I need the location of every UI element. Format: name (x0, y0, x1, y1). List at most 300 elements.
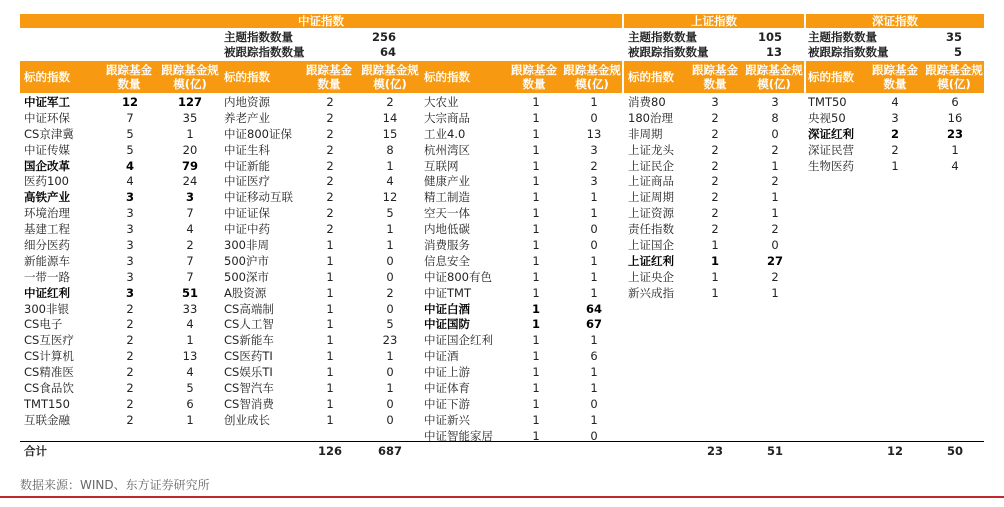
zz1-index-name-cell: 医药100 (24, 174, 69, 189)
sz-tracked-count: 13 (765, 45, 782, 59)
zz2-fund-scale-cell: 15 (382, 126, 398, 141)
zz3-index-name-cell: 中证白酒 (424, 301, 470, 316)
zz3-index-name-cell: 中证智能家居 (424, 428, 493, 443)
zz2-fund-count-column (304, 95, 356, 429)
zz2-index-name-cell: CS医药TI (224, 349, 273, 364)
zz3-fund-scale-cell: 1 (590, 190, 598, 205)
header-index-name: 标的指数 (24, 70, 70, 84)
shen-fund-count-cell: 4 (891, 95, 899, 109)
zz2-index-name-cell: CS人工智 (224, 317, 274, 332)
zz2-index-name-cell: 中证医疗 (224, 174, 270, 189)
sz-name-column (628, 95, 692, 302)
sz-index-name-cell: 上证红利 (628, 253, 674, 268)
zz3-fund-count-cell: 1 (531, 317, 540, 332)
zz2-index-name-cell: A股资源 (224, 285, 267, 300)
header-index-name: 标的指数 (628, 70, 674, 84)
zz3-fund-scale-cell: 0 (590, 428, 598, 443)
zz1-fund-scale-cell: 51 (181, 285, 198, 300)
shen-index-name-cell: 深证民营 (808, 142, 854, 157)
zz1-index-name-cell: 高铁产业 (24, 190, 70, 205)
zz1-index-name-cell: 互联金融 (24, 412, 70, 427)
zz1-index-name-cell: 环境治理 (24, 206, 70, 221)
zz2-fund-count-cell: 1 (326, 317, 334, 332)
sz-fund-scale-cell: 1 (771, 285, 779, 300)
zz3-fund-scale-cell: 1 (590, 95, 598, 109)
shen-fund-scale-cell: 4 (951, 158, 959, 173)
zz3-index-name-cell: 中证TMT (424, 285, 471, 300)
zz3-fund-scale-cell: 1 (590, 365, 598, 380)
sz-fund-scale-cell: 2 (771, 269, 779, 284)
sz-index-name-cell: 非周期 (628, 126, 663, 141)
shen-fund-count-column (870, 95, 920, 174)
sz-index-name-cell: 新兴成指 (628, 285, 674, 300)
zz1-index-name-cell: 中证传媒 (24, 142, 70, 157)
zz1-fund-count-cell: 2 (126, 365, 134, 380)
zz2-fund-scale-cell: 12 (382, 190, 398, 205)
zz1-index-name-cell: CS电子 (24, 317, 63, 332)
zz1-fund-count-cell: 2 (126, 333, 134, 348)
zz-total-funds: 126 (317, 444, 342, 458)
zz1-fund-count-cell: 2 (126, 396, 134, 411)
zz1-index-name-cell: 300非银 (24, 301, 69, 316)
zz2-fund-count-cell: 1 (326, 301, 334, 316)
zz2-fund-scale-cell: 0 (386, 412, 394, 427)
zz1-fund-count-cell: 4 (125, 158, 134, 173)
zz2-fund-scale-cell: 14 (382, 110, 398, 125)
header-fund-count-text: 跟踪基金数量 (692, 63, 738, 91)
zz2-fund-count-cell: 1 (326, 365, 334, 380)
zz3-fund-scale-cell: 67 (585, 317, 602, 332)
zz3-fund-count-cell: 1 (532, 269, 540, 284)
zz2-index-name-cell: 中证800证保 (224, 126, 292, 141)
zz3-fund-scale-cell: 0 (590, 396, 598, 411)
zz2-index-name-cell: CS智汽车 (224, 381, 274, 396)
zz1-index-name-cell: TMT150 (24, 396, 70, 411)
header-fund-count (686, 61, 744, 93)
shen-fund-count-cell: 1 (891, 158, 899, 173)
sz-fund-count-cell: 2 (711, 126, 719, 141)
zz3-fund-count-cell: 1 (532, 381, 540, 396)
zz3-index-name-cell: 中证酒 (424, 349, 459, 364)
sz-fund-count-cell: 2 (711, 222, 719, 237)
zz2-fund-count-cell: 1 (326, 333, 334, 348)
group-header-shenzheng: 深证指数 (806, 14, 984, 28)
zz3-index-name-cell: 内地低碳 (424, 222, 470, 237)
zz3-fund-count-cell: 1 (532, 285, 540, 300)
zz3-fund-scale-cell: 0 (590, 222, 598, 237)
sz-index-name-cell: 180治理 (628, 110, 673, 125)
zz3-fund-count-cell: 1 (532, 349, 540, 364)
sz-index-name-cell: 上证龙头 (628, 142, 674, 157)
zz3-fund-scale-cell: 3 (590, 142, 598, 157)
zz3-fund-scale-column (568, 95, 620, 445)
zz3-fund-scale-cell: 1 (590, 206, 598, 221)
zz1-fund-count-cell: 4 (126, 174, 134, 189)
zz1-fund-count-cell: 3 (125, 285, 134, 300)
shen-fund-count-cell: 2 (891, 142, 899, 157)
zz2-fund-scale-cell: 0 (386, 301, 394, 316)
zz2-fund-scale-cell: 0 (386, 269, 394, 284)
shen-fund-scale-cell: 6 (951, 95, 959, 109)
zz3-fund-scale-cell: 6 (590, 349, 598, 364)
zz1-fund-scale-cell: 35 (182, 110, 198, 125)
zz2-index-name-cell: 中证证保 (224, 206, 270, 221)
zz3-fund-count-cell: 1 (532, 253, 540, 268)
zz3-fund-count-cell: 1 (532, 206, 540, 221)
zz1-fund-count-cell: 12 (121, 95, 138, 109)
shen-fund-scale-column (930, 95, 980, 174)
zz3-fund-count-cell: 1 (532, 126, 540, 141)
sz-fund-scale-cell: 8 (771, 110, 779, 125)
header-fund-count (866, 61, 924, 93)
header-fund-count-text: 跟踪基金数量 (306, 63, 352, 91)
shen-fund-scale-cell: 16 (947, 110, 963, 125)
data-source-note: 数据来源：WIND、东方证券研究所 (20, 478, 210, 492)
zz1-fund-count-cell: 5 (126, 142, 134, 157)
zz3-index-name-cell: 中证新兴 (424, 412, 470, 427)
zz1-index-name-cell: 一带一路 (24, 269, 70, 284)
sz-fund-count-cell: 2 (711, 158, 719, 173)
zz2-fund-scale-cell: 1 (386, 238, 394, 253)
zz2-index-name-cell: CS新能车 (224, 333, 274, 348)
zz1-fund-count-cell: 2 (126, 317, 134, 332)
zz-tracked-count-label: 被跟踪指数数量 (224, 45, 305, 59)
zz2-fund-scale-cell: 5 (386, 206, 394, 221)
zz2-index-name-cell: 500深市 (224, 269, 269, 284)
header-fund-scale (360, 61, 420, 93)
zz1-fund-scale-cell: 4 (186, 317, 194, 332)
zz1-index-name-cell: 国企改革 (24, 158, 70, 173)
zz3-fund-count-cell: 1 (532, 396, 540, 411)
zz3-index-name-cell: 中证国企红利 (424, 333, 493, 348)
zz2-fund-scale-cell: 2 (386, 95, 394, 109)
zz3-fund-count-cell: 1 (532, 95, 540, 109)
zz2-fund-count-cell: 1 (326, 238, 334, 253)
zz3-fund-scale-cell: 2 (590, 158, 598, 173)
zz3-index-name-cell: 中证800有色 (424, 269, 492, 284)
shen-index-name-cell: TMT50 (808, 95, 847, 109)
sz-index-name-cell: 上证央企 (628, 269, 674, 284)
zz1-name-column (24, 95, 100, 429)
zz2-index-name-cell: 500沪市 (224, 253, 269, 268)
zz1-fund-scale-cell: 5 (186, 381, 194, 396)
shen-index-name-cell: 生物医药 (808, 158, 854, 173)
zz2-index-name-cell: CS高端制 (224, 301, 274, 316)
zz1-index-name-cell: 中证红利 (24, 285, 70, 300)
sz-index-name-cell: 上证资源 (628, 206, 674, 221)
sz-fund-scale-cell: 2 (771, 222, 779, 237)
zz1-fund-scale-cell: 13 (182, 349, 198, 364)
header-fund-scale (160, 61, 220, 93)
zz3-index-name-cell: 空天一体 (424, 206, 470, 221)
zz2-fund-scale-cell: 1 (386, 222, 394, 237)
zz3-index-name-cell: 中证上游 (424, 365, 470, 380)
zz3-index-name-cell: 健康产业 (424, 174, 470, 189)
zz3-fund-count-cell: 1 (532, 142, 540, 157)
zz2-fund-count-cell: 2 (326, 142, 334, 157)
shen-fund-scale-cell: 1 (951, 142, 959, 157)
zz3-fund-scale-cell: 0 (590, 238, 598, 253)
zz1-fund-scale-cell: 127 (177, 95, 202, 109)
zz1-fund-scale-cell: 7 (186, 269, 194, 284)
zz3-fund-scale-cell: 1 (590, 412, 598, 427)
zz1-fund-scale-column (164, 95, 216, 429)
zz1-fund-scale-cell: 1 (186, 126, 194, 141)
header-fund-scale (744, 61, 804, 93)
zz2-fund-count-cell: 2 (326, 206, 334, 221)
zz3-fund-count-column (510, 95, 562, 445)
zz2-fund-count-cell: 2 (326, 95, 334, 109)
shen-fund-count-cell: 2 (890, 126, 899, 141)
zz3-index-name-cell: 大农业 (424, 95, 459, 109)
sz-fund-scale-cell: 1 (771, 158, 779, 173)
shen-index-name-cell: 央视50 (808, 110, 846, 125)
zz-total-scale: 687 (377, 444, 402, 458)
shen-fund-scale-cell: 23 (946, 126, 963, 141)
zz2-index-name-cell: 中证移动互联 (224, 190, 293, 205)
zz3-fund-scale-cell: 1 (590, 333, 598, 348)
sz-index-name-cell: 责任指数 (628, 222, 674, 237)
zz3-fund-count-cell: 1 (532, 333, 540, 348)
zz3-fund-scale-cell: 0 (590, 110, 598, 125)
zz2-index-name-cell: 创业成长 (224, 412, 270, 427)
zz3-fund-scale-cell: 13 (586, 126, 602, 141)
group-header-shangzheng: 上证指数 (624, 14, 804, 28)
footer-rule (0, 496, 1004, 498)
sz-fund-scale-cell: 27 (766, 253, 783, 268)
zz1-fund-count-cell: 3 (126, 238, 134, 253)
zz1-fund-count-cell: 3 (126, 253, 134, 268)
zz3-index-name-cell: 杭州湾区 (424, 142, 470, 157)
zz2-fund-scale-cell: 0 (386, 365, 394, 380)
shen-index-name-cell: 深证红利 (808, 126, 854, 141)
zz3-index-name-cell: 信息安全 (424, 253, 470, 268)
sz-fund-count-cell: 2 (711, 142, 719, 157)
zz2-fund-count-cell: 1 (326, 349, 334, 364)
zz2-index-name-cell: CS智消费 (224, 396, 274, 411)
shen-total-funds: 12 (886, 444, 903, 458)
zz1-index-name-cell: 中证军工 (24, 95, 70, 109)
sz-theme-count-label: 主题指数数量 (628, 30, 697, 44)
header-fund-scale-text: 跟踪基金规模(亿) (563, 63, 621, 91)
header-fund-count-text: 跟踪基金数量 (511, 63, 557, 91)
zz2-fund-count-cell: 2 (326, 174, 334, 189)
zz2-index-name-cell: 养老产业 (224, 110, 270, 125)
zz3-fund-scale-cell: 1 (590, 381, 598, 396)
zz1-fund-count-cell: 5 (126, 126, 134, 141)
zz1-fund-scale-cell: 24 (182, 174, 198, 189)
header-fund-scale-text: 跟踪基金规模(亿) (361, 63, 419, 91)
header-index-name: 标的指数 (808, 70, 854, 84)
sz-index-name-cell: 上证国企 (628, 238, 674, 253)
zz3-fund-scale-cell: 64 (585, 301, 602, 316)
shen-fund-count-cell: 3 (891, 110, 899, 125)
zz1-fund-count-cell: 2 (126, 349, 134, 364)
zz3-fund-count-cell: 1 (532, 222, 540, 237)
zz3-fund-count-cell: 1 (532, 428, 540, 443)
zz3-fund-count-cell: 1 (532, 110, 540, 125)
zz1-index-name-cell: CS京津冀 (24, 126, 74, 141)
zz2-fund-count-cell: 1 (326, 396, 334, 411)
zz1-index-name-cell: 新能源车 (24, 253, 70, 268)
shen-tracked-count: 5 (953, 45, 962, 59)
zz2-fund-scale-cell: 1 (386, 349, 394, 364)
sz-fund-count-cell: 1 (711, 285, 719, 300)
zz1-fund-scale-cell: 33 (182, 301, 198, 316)
zz1-fund-scale-cell: 7 (186, 253, 194, 268)
sz-fund-scale-cell: 1 (771, 206, 779, 221)
sz-fund-scale-cell: 2 (771, 174, 779, 189)
zz1-fund-count-cell: 3 (125, 190, 134, 205)
zz2-fund-count-cell: 2 (326, 126, 334, 141)
zz2-index-name-cell: 中证生科 (224, 142, 270, 157)
sz-fund-count-cell: 2 (711, 190, 719, 205)
header-fund-scale (924, 61, 984, 93)
sz-fund-scale-cell: 3 (771, 95, 779, 109)
zz1-index-name-cell: CS互医疗 (24, 333, 74, 348)
sz-fund-count-cell: 2 (711, 110, 719, 125)
zz1-fund-count-cell: 3 (126, 222, 134, 237)
zz1-index-name-cell: 中证环保 (24, 110, 70, 125)
sz-fund-count-cell: 1 (710, 253, 719, 268)
zz3-fund-scale-cell: 1 (590, 269, 598, 284)
header-fund-scale (562, 61, 622, 93)
header-fund-scale-text: 跟踪基金规模(亿) (161, 63, 219, 91)
sz-fund-count-cell: 1 (711, 269, 719, 284)
zz1-fund-count-cell: 2 (126, 412, 134, 427)
zz3-fund-count-cell: 1 (531, 301, 540, 316)
total-label: 合计 (24, 444, 47, 458)
zz2-fund-count-cell: 1 (326, 381, 334, 396)
zz1-fund-scale-cell: 2 (186, 238, 194, 253)
sz-fund-scale-cell: 0 (771, 126, 779, 141)
sz-fund-count-cell: 1 (711, 238, 719, 253)
total-row (20, 441, 984, 458)
sz-index-name-cell: 消费80 (628, 95, 666, 109)
zz1-fund-count-cell: 3 (126, 206, 134, 221)
header-fund-count (100, 61, 158, 93)
shen-tracked-count-label: 被跟踪指数数量 (808, 45, 889, 59)
zz2-fund-scale-cell: 23 (382, 333, 398, 348)
shen-theme-count: 35 (945, 30, 962, 44)
zz2-fund-scale-cell: 0 (386, 396, 394, 411)
zz-theme-count-label: 主题指数数量 (224, 30, 293, 44)
sz-fund-scale-cell: 2 (771, 142, 779, 157)
zz1-index-name-cell: 细分医药 (24, 238, 70, 253)
zz1-fund-scale-cell: 1 (186, 333, 194, 348)
zz2-index-name-cell: 中证新能 (224, 158, 270, 173)
zz3-fund-count-cell: 1 (532, 158, 540, 173)
zz3-index-name-cell: 消费服务 (424, 238, 470, 253)
zz1-fund-count-cell: 2 (126, 301, 134, 316)
group-header-zhongzheng: 中证指数 (20, 14, 622, 28)
header-fund-scale-text: 跟踪基金规模(亿) (925, 63, 983, 91)
zz2-fund-count-cell: 1 (326, 269, 334, 284)
zz-theme-count: 256 (371, 30, 396, 44)
sz-fund-scale-column (750, 95, 800, 302)
zz2-fund-count-cell: 2 (326, 158, 334, 173)
zz3-index-name-cell: 中证下游 (424, 396, 470, 411)
zz2-fund-scale-cell: 0 (386, 253, 394, 268)
zz3-fund-count-cell: 1 (532, 190, 540, 205)
zz2-fund-count-cell: 2 (326, 190, 334, 205)
sz-fund-count-cell: 2 (711, 206, 719, 221)
zz2-index-name-cell: CS娱乐TI (224, 365, 273, 380)
header-index-name: 标的指数 (224, 70, 270, 84)
zz3-index-name-cell: 精工制造 (424, 190, 470, 205)
zz1-index-name-cell: CS计算机 (24, 349, 74, 364)
sz-total-funds: 23 (706, 444, 723, 458)
zz3-fund-scale-cell: 3 (590, 174, 598, 189)
sz-index-name-cell: 上证周期 (628, 190, 674, 205)
zz2-fund-count-cell: 2 (326, 110, 334, 125)
zz1-fund-count-column (104, 95, 156, 429)
zz1-fund-scale-cell: 4 (186, 365, 194, 380)
sz-fund-count-cell: 2 (711, 174, 719, 189)
sz-total-scale: 51 (766, 444, 783, 458)
zz1-index-name-cell: CS精准医 (24, 365, 74, 380)
zz1-fund-count-cell: 2 (126, 381, 134, 396)
header-fund-scale-text: 跟踪基金规模(亿) (745, 63, 803, 91)
zz2-fund-count-cell: 1 (326, 412, 334, 427)
sz-tracked-count-label: 被跟踪指数数量 (628, 45, 709, 59)
zz2-index-name-cell: 300非周 (224, 238, 269, 253)
zz1-index-name-cell: 基建工程 (24, 222, 70, 237)
zz2-fund-scale-column (364, 95, 416, 429)
shen-theme-count-label: 主题指数数量 (808, 30, 877, 44)
zz3-fund-scale-cell: 1 (590, 253, 598, 268)
zz2-fund-count-cell: 1 (326, 253, 334, 268)
sz-index-name-cell: 上证商品 (628, 174, 674, 189)
zz3-fund-count-cell: 1 (532, 412, 540, 427)
header-fund-count-text: 跟踪基金数量 (872, 63, 918, 91)
zz2-index-name-cell: 中证中药 (224, 222, 270, 237)
zz2-fund-scale-cell: 5 (386, 317, 394, 332)
zz1-fund-scale-cell: 79 (181, 158, 198, 173)
zz2-fund-scale-cell: 8 (386, 142, 394, 157)
zz2-fund-count-cell: 1 (326, 285, 334, 300)
zz1-fund-scale-cell: 6 (186, 396, 194, 411)
zz2-fund-scale-cell: 1 (386, 158, 394, 173)
zz2-name-column (224, 95, 306, 429)
sz-fund-count-column (690, 95, 740, 302)
zz1-fund-count-cell: 7 (126, 110, 134, 125)
zz1-fund-count-cell: 3 (126, 269, 134, 284)
zz3-index-name-cell: 中证体育 (424, 381, 470, 396)
shen-total-scale: 50 (946, 444, 963, 458)
shen-name-column (808, 95, 872, 174)
zz1-fund-scale-cell: 20 (182, 142, 198, 157)
zz3-fund-count-cell: 1 (532, 238, 540, 253)
sz-fund-count-cell: 3 (711, 95, 719, 109)
header-fund-count-text: 跟踪基金数量 (106, 63, 152, 91)
zz3-index-name-cell: 互联网 (424, 158, 459, 173)
zz-tracked-count: 64 (379, 45, 396, 59)
zz1-index-name-cell: CS食品饮 (24, 381, 74, 396)
zz3-fund-count-cell: 1 (532, 365, 540, 380)
zz3-index-name-cell: 大宗商品 (424, 110, 470, 125)
sz-fund-scale-cell: 0 (771, 238, 779, 253)
zz3-index-name-cell: 中证国防 (424, 317, 470, 332)
sz-theme-count: 105 (757, 30, 782, 44)
zz3-fund-scale-cell: 1 (590, 285, 598, 300)
header-index-name: 标的指数 (424, 70, 470, 84)
zz1-fund-scale-cell: 1 (186, 412, 194, 427)
zz3-index-name-cell: 工业4.0 (424, 126, 466, 141)
sz-index-name-cell: 上证民企 (628, 158, 674, 173)
zz3-fund-count-cell: 1 (532, 174, 540, 189)
zz2-index-name-cell: 内地资源 (224, 95, 270, 109)
